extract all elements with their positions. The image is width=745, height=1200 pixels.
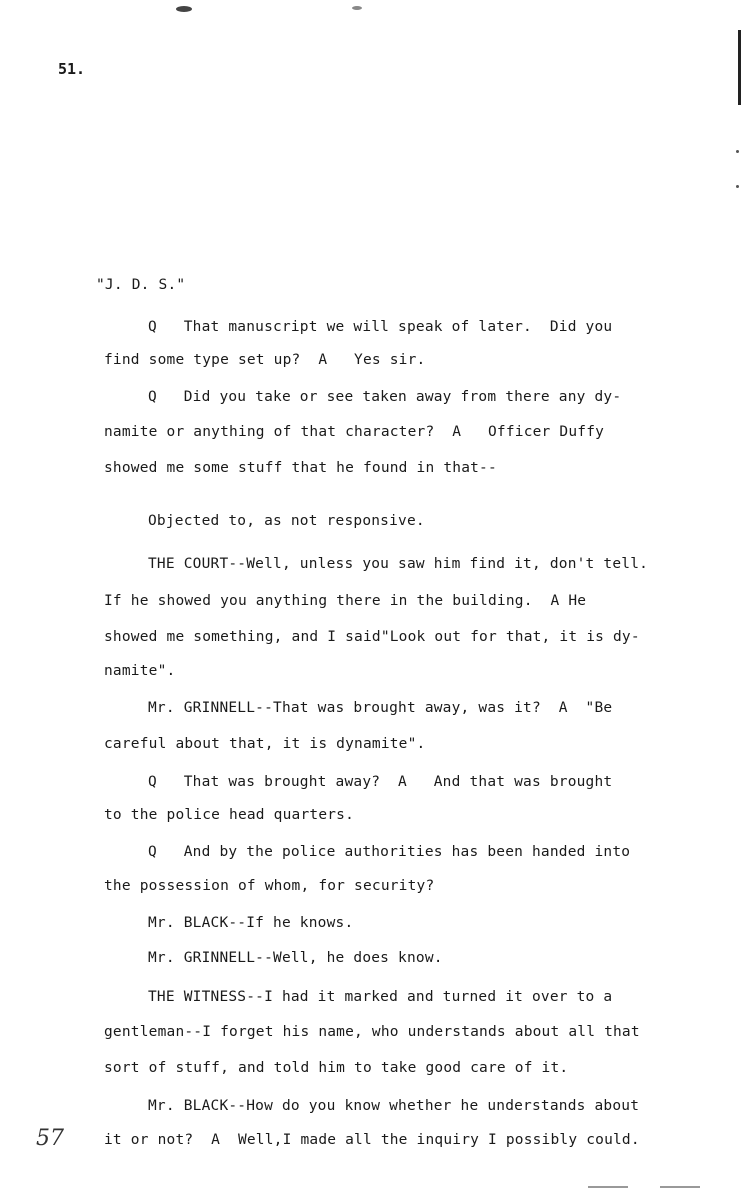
scan-rule (660, 1186, 700, 1188)
text-line: THE COURT--Well, unless you saw him find it, don't tell. (148, 556, 649, 572)
text-line: If he showed you anything there in the building. A He (104, 593, 587, 609)
text-line: find some type set up? A Yes sir. (104, 352, 426, 368)
binding-edge-mark (738, 30, 741, 105)
text-line: Objected to, as not responsive. (148, 513, 425, 529)
text-line: sort of stuff, and told him to take good care of it. (104, 1060, 569, 1076)
text-line: Q And by the police authorities has been handed into (148, 844, 631, 860)
text-line: THE WITNESS--I had it marked and turned it over to a (148, 989, 613, 1005)
text-line: Mr. BLACK--How do you know whether he understands about (148, 1098, 640, 1114)
page-number: 51. (58, 60, 86, 78)
margin-page-number: 57 (36, 1126, 64, 1151)
scan-rule (588, 1186, 628, 1188)
ink-smudge (352, 6, 362, 10)
text-line: to the police head quarters. (104, 807, 355, 823)
text-line: namite". (104, 663, 176, 679)
text-line: Mr. GRINNELL--Well, he does know. (148, 950, 443, 966)
text-line: Q That was brought away? A And that was brought (148, 774, 613, 790)
text-line: "J. D. S." (96, 277, 186, 293)
text-line: it or not? A Well,I made all the inquiry I possibly could. (104, 1132, 640, 1148)
text-line: Mr. BLACK--If he knows. (148, 915, 354, 931)
text-line: the possession of whom, for security? (104, 878, 435, 894)
edge-speck (736, 150, 739, 153)
text-line: gentleman--I forget his name, who understands about all that (104, 1024, 640, 1040)
ink-smudge (176, 6, 192, 12)
text-line: Q That manuscript we will speak of later. Did you (148, 319, 613, 335)
text-line: namite or anything of that character? A Officer Duffy (104, 424, 605, 440)
text-line: Q Did you take or see taken away from there any dy- (148, 389, 622, 405)
text-line: Mr. GRINNELL--That was brought away, was it? A "Be (148, 700, 613, 716)
text-line: showed me some stuff that he found in that-- (104, 460, 497, 476)
text-line: showed me something, and I said"Look out for that, it is dy- (104, 629, 640, 645)
edge-speck (736, 185, 739, 188)
text-line: careful about that, it is dynamite". (104, 736, 426, 752)
